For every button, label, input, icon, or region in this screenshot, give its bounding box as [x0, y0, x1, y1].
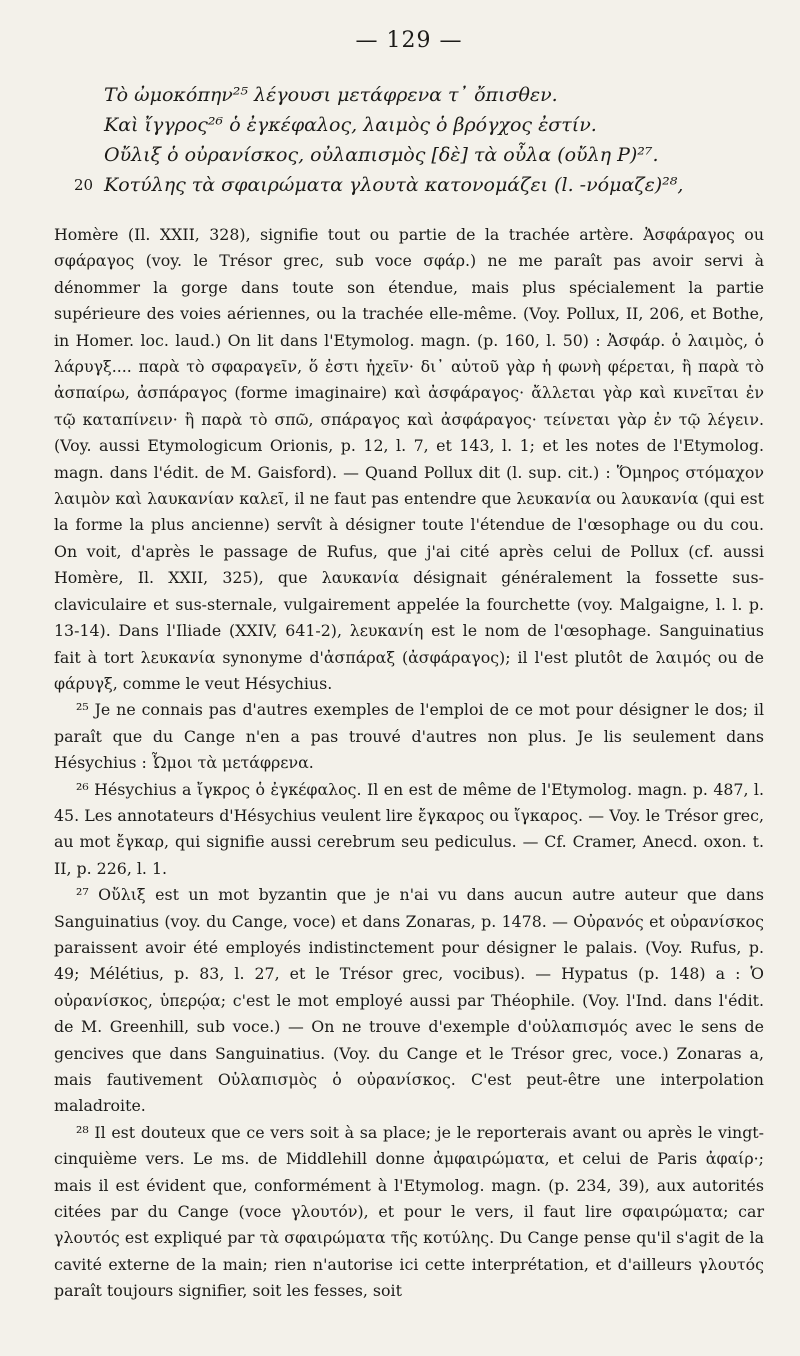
verse-block [74, 80, 764, 200]
verse-text: Κοτύλης τὰ σφαιρώματα γλουτὰ κατονομάζει (l. -νόμαζε)²⁸, [104, 174, 684, 196]
footnote-25: ²⁵ Je ne connais pas d'autres exemples de l'emploi de ce mot pour désigner le dos; il paraît que du Cange n'en a pas trouvé d'autres non plus. Je lis seulement dans Hésychius : Ὦμοι τὰ μετάφρενα. [54, 700, 764, 773]
verse-line [104, 80, 764, 110]
page-number: — 129 — [355, 28, 463, 53]
verse-line [104, 140, 764, 170]
footnote-26: ²⁶ Hésychius a ἴγκρος ὁ ἐγκέφαλος. Il en est de même de l'Etymolog. magn. p. 487, l. 45. Les annotateurs d'Hésychius veulent lire ἔγκαρος ou ἴγκαρος. — Voy. le Trésor grec, au mot ἔγκαρ, qui signifie aussi cerebrum seu pediculus. — Cf. Cramer, Anecd. oxon. t. II, p. 226, l. 1. [54, 779, 764, 878]
footnotes [54, 222, 764, 1305]
footnote-28: ²⁸ Il est douteux que ce vers soit à sa place; je le reporterais avant ou après le vingt-cinquième vers. Le ms. de Middlehill donne ἀμφαιρώματα, et celui de Paris ἀφαίρ·; mais il est évident que, conformément à l'Etymolog. magn. (p. 234, 39), aux autorités citées par du Cange (voce γλουτόν), et pour le vers, il faut lire σφαιρώματα; car γλουτός est expliqué par τὰ σφαιρώματα τῆς κοτύλης. Du Cange pense qu'il s'agit de la cavité externe de la main; rien n'autorise ici cette interprétation, et d'ailleurs γλουτός paraît toujours signifier, soit les fesses, soit [54, 1122, 764, 1301]
verse-text: Οὔλιξ ὁ οὐρανίσκος, οὐλαπισμὸς [δὲ] τὰ οὖλα (οὔλη P)²⁷. [104, 144, 659, 166]
footnote-continuation: Homère (Il. XXII, 328), signifie tout ou partie de la trachée artère. Ἀσφάραγος ou σφάραγος (voy. le Trésor grec, sub voce σφάρ.) ne me paraît pas avoir servi à dénommer la gorge dans toute son étendue, mais plus spécialement la partie supérieure des voies aériennes, ou la trachée elle-même. (Voy. Pollux, II, 206, et Bothe, in Homer. loc. laud.) On lit dans l'Etymolog. magn. (p. 160, l. 50) : Ἀσφάρ. ὁ λαιμὸς, ὁ λάρυγξ.... παρὰ τὸ σφαραγεῖν, ὅ ἐστι ἠχεῖν· δι᾿ αὐτοῦ γὰρ ἡ φωνὴ φέρεται, ἢ παρὰ τὸ ἀσπαίρω, ἀσπάραγος (forme imaginaire) καὶ ἀσφάραγος· ἄλλεται γὰρ καὶ κινεῖται ἐν τῷ καταπίνειν· ἢ παρὰ τὸ σπῶ, σπάραγος καὶ ἀσφάραγος· τείνεται γὰρ ἐν τῷ λέγειν. (Voy. aussi Etymologicum Orionis, p. 12, l. 7, et 143, l. 1; et les notes de l'Etymolog. magn. dans l'édit. de M. Gaisford). — Quand Pollux dit (l. sup. cit.) : Ὅμηρος στόμαχον λαιμὸν καὶ λαυκανίαν καλεῖ, il ne faut pas entendre que λευκανία ou λαυκανία (qui est la forme la plus ancienne) servît à désigner toute l'étendue de l'œsophage ou du cou. On voit, d'après le passage de Rufus, que j'ai cité après celui de Pollux (cf. aussi Homère, Il. XXII, 325), que λαυκανία désignait généralement la fossette sus-claviculaire et sus-sternale, vulgairement appelée la fourchette (voy. Malgaigne, l. l. p. 13-14). Dans l'Iliade (XXIV, 641-2), λευκανίη est le nom de l'œsophage. Sanguinatius fait à tort λευκανία synonyme d'ἀσπάραξ (ἀσφάραγος); il l'est plutôt de λαιμός ou de φάρυγξ, comme le veut Hésychius. [54, 225, 764, 693]
verse-line-number: 20 [74, 176, 94, 194]
verse-text: Τὸ ὠμοκόπην²⁵ λέγουσι μετάφρενα τ᾿ ὄπισθεν. [104, 84, 558, 106]
verse-line [104, 110, 764, 140]
verse-line [74, 170, 764, 200]
footnote-27: ²⁷ Οὔλιξ est un mot byzantin que je n'ai vu dans aucun autre auteur que dans Sanguinatius (voy. du Cange, voce) et dans Zonaras, p. 1478. — Οὐρανός et οὐρανίσκος paraissent avoir été employés indistinctement pour désigner le palais. (Voy. Rufus, p. 49; Mélétius, p. 83, l. 27, et le Trésor grec, vocibus). — Hypatus (p. 148) a : Ὁ οὐρανίσκος, ὑπερῴα; c'est le mot employé aussi par Théophile. (Voy. l'Ind. dans l'édit. de M. Greenhill, sub voce.) — On ne trouve d'exemple d'οὐλαπισμός avec le sens de gencives que dans Sanguinatius. (Voy. du Cange et le Trésor grec, voce.) Zonaras a, mais fautivement Οὐλαπισμὸς ὁ οὐρανίσκος. C'est peut-être une interpolation maladroite. [54, 885, 764, 1116]
verse-text: Καὶ ἴγγρος²⁶ ὁ ἐγκέφαλος, λαιμὸς ὁ βρόγχος ἐστίν. [104, 114, 597, 136]
